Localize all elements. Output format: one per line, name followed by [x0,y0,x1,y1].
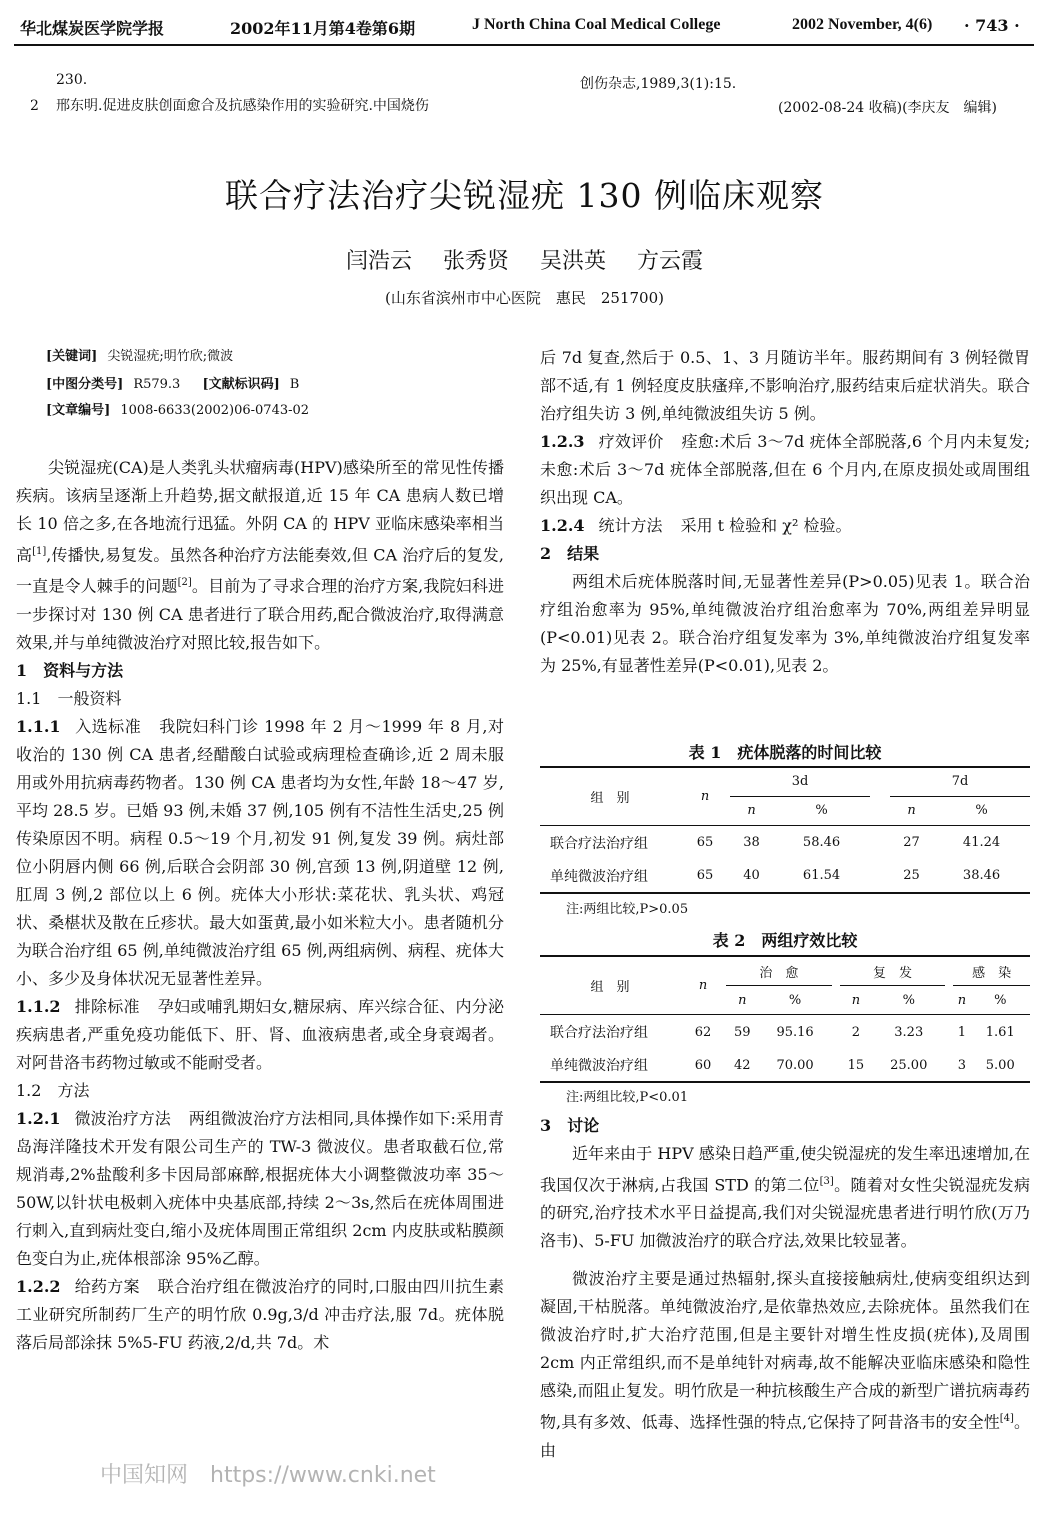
doc-code: B [289,377,300,392]
article-title: 联合疗法治疗尖锐湿疣 130 例临床观察 [225,176,824,215]
affiliation: (山东省滨州市中心医院 惠民 251700) [385,289,664,307]
citation: [4] [999,1413,1014,1425]
table1-caption: 表 1 疣体脱落的时间比较 [688,743,882,762]
author: 吴洪英 [540,249,607,274]
table1-note: 注:两组比较,P>0.05 [566,902,689,917]
table1-header-n: n [700,788,710,804]
author: 张秀贤 [442,249,509,274]
table2: 组 别 n 治 愈 复 发 感 染 n % n % n % 联合疗法治疗组 62 59 95.16 2 3.23 1 1.61 单纯微波治疗组 60 42 70.00 15 25.00 3 5.00 [540,955,1030,1083]
cnki-watermark: 中国知网 https://www.cnki.net [100,1463,436,1488]
table2-header-infection: 感 染 [953,956,1030,986]
received-date-editor: (2002-08-24 收稿)(李庆友 编辑) [778,100,998,116]
keywords: 尖锐湿疣;明竹欣;微波 [107,349,234,364]
table1-header-3d: 3d [730,767,870,796]
paragraph-microwave: 1.2.1 微波治疗方法 两组微波治疗方法相同,具体操作如下:采用青岛海洋隆技术开发有限公司生产的 TW-3 微波仪。患者取截石位,常规消毒,2%盐酸利多卡因局部麻醉,根据疣体大小调整微波功率 35～50W,以针状电极刺入疣体中央基底部,持续 2～3s,然后在疣体周围进行刺入,直到病灶变白,缩小及疣体周围正常组织 2cm 内皮肤或粘膜颜色变白为止,疣体根部涂 95%乙醇。 [16,1108,504,1268]
journal-name-en: J North China Coal Medical College [472,16,721,33]
left-column [16,454,504,1357]
author: 方云霞 [637,249,704,274]
discussion-paragraph: 微波治疗主要是通过热辐射,探头直接接触病灶,使病变组织达到凝固,干枯脱落。单纯微波治疗,是依靠热效应,去除疣体。虽然我们在微波治疗时,扩大治疗范围,但是主要针对增生性皮损(疣体),及周围 2cm 内正常组织,而不是单纯针对病毒,故不能解决亚临床感染和隐性感染,而阻止复发。明竹欣是一种抗核酸生产合成的新型广谱抗病毒药物,具有多效、低毒、选择性强的特点,它保持了阿昔洛韦的安全性[4]。由 [540,1269,1030,1460]
table-row: 单纯微波治疗组 65 40 61.54 25 38.46 [550,868,1001,885]
author-list [0,244,1049,275]
paragraph-evaluation: 1.2.3 疗效评价 痊愈:术后 3～7d 疣体全部脱落,6 个月内未复发;未愈:术后 3～7d 疣体全部脱落,但在 6 个月内,在原皮损处或周围组织出现 CA。 [540,432,1030,507]
results-paragraph: 两组术后疣体脱落时间,无显著性差异(P>0.05)见表 1。联合治疗组治愈率为 95%,单纯微波治疗组治愈率为 70%,两组差异明显(P<0.01)见表 2。联合治疗组复发率为 3%,单纯微波治疗组复发率为 25%,有显著性差异(P<0.01),见表 2。 [540,572,1030,675]
table2-caption: 表 2 两组疗效比较 [712,931,858,950]
table2-header-n: n [698,978,708,993]
table2-note: 注:两组比较,P<0.01 [566,1090,689,1105]
prev-ref-text: 邢东明.促进皮肤创面愈合及抗感染作用的实验研究.中国烧伤 [56,98,429,114]
issue-cn: 2002年11月第4卷第6期 [230,19,416,38]
clc-code: R579.3 [133,377,181,392]
journal-name-cn: 华北煤炭医学院学报 [20,19,165,38]
page-number: · 743 · [964,16,1020,35]
table1: 组 别 n 3d 7d n % n % 联合疗法治疗组 65 38 58.46 27 41.24 单纯微波治疗组 65 40 61.54 25 38.46 [540,766,1030,894]
header-rule [14,44,1034,46]
discussion-paragraph: 近年来由于 HPV 感染日趋严重,使尖锐湿疣的发生率迅速增加,在我国仅次于淋病,占我国 STD 的第二位[3]。随着对女性尖锐湿疣发病的研究,治疗技术水平日益提高,我们对尖锐湿疣患者进行明竹欣(万乃洛韦)、5-FU 加微波治疗的联合疗法,效果比较显著。 [540,1144,1030,1251]
table2-header-relapse: 复 发 [840,956,946,986]
citation: [3] [819,1176,834,1187]
paragraph-inclusion: 1.1.1 入选标准 我院妇科门诊 1998 年 2 月～1999 年 8 月,对收治的 130 例 CA 患者,经醋酸白试验或病理检查确诊,近 2 周未服用或外用抗病毒药物者。130 例 CA 患者均为女性,年龄 18～47 岁,平均 28.5 岁。已婚 93 例,未婚 37 例,105 例有不洁性生活史,25 例传染原因不明。病程 0.5～19 个月,初发 91 例,复发 39 例。病灶部位小阴唇内侧 66 例,后联合会阴部 30 例,宫颈 13 例,阴道壁 12 例,肛周 3 例,2 部位以上 6 例。疣体大小形状:菜花状、乳头状、鸡冠状、桑椹状及散在丘疹状。最大如蛋黄,最小如米粒大小。患者随机分为联合治疗组 65 例,单纯微波治疗组 65 例,两组病例、病程、疣体大小、多少及身体状况无显著性差异。 [16,716,504,988]
right-column-top [540,344,1030,680]
table-row: 联合疗法治疗组 62 59 95.16 2 3.23 1 1.61 [550,1024,1015,1041]
table2-header-cure: 治 愈 [726,956,832,986]
keywords-line [46,344,233,370]
table-row: 单纯微波治疗组 60 42 70.00 15 25.00 3 5.00 [550,1057,1015,1074]
doc-code-label: [文献标识码] [202,377,280,392]
article-number-label: [文章编号] [46,403,111,418]
issue-en: 2002 November, 4(6) [792,16,933,33]
paragraph-statistics: 1.2.4 统计方法 采用 t 检验和 χ² 检验。 [540,516,852,535]
continued-paragraph: 后 7d 复查,然后于 0.5、1、3 月随访半年。服药期间有 3 例轻微胃部不适,有 1 例轻度皮肤瘙痒,不影响治疗,服药结束后症状消失。联合治疗组失访 3 例,单纯微波组失访 5 例。 [540,348,1030,423]
section-heading: 2 结果 [540,544,600,563]
right-column-bottom [540,1112,1030,1465]
prev-ref-continuation: 创伤杂志,1989,3(1):15. [580,76,737,92]
subsection-heading: 1.2 方法 [16,1080,90,1100]
clc-label: [中图分类号] [46,377,124,392]
section-heading: 3 讨论 [540,1116,600,1135]
citation: [2] [177,577,192,589]
table1-header-7d: 7d [890,767,1030,796]
article-number-line [46,398,309,424]
citation: [1] [32,546,47,557]
paragraph-exclusion: 1.1.2 排除标准 孕妇或哺乳期妇女,糖尿病、库兴综合征、内分泌疾病患者,严重免疫功能低下、肝、肾、血液病患者,或全身衰竭者。对阿昔洛韦药物过敏或不能耐受者。 [16,996,504,1072]
table2-header-group: 组 别 [590,980,630,995]
prev-ref-tail: 230. [56,72,88,88]
article-number: 1008-6633(2002)06-0743-02 [120,403,310,418]
running-header [14,10,1034,44]
paragraph-dosage: 1.2.2 给药方案 联合治疗组在微波治疗的同时,口服由四川抗生素工业研究所制药厂生产的明竹欣 0.9g,3/d 冲击疗法,服 7d。疣体脱落后局部涂抹 5%5-FU 药液,2/d,共 7d。术 [16,1276,504,1352]
table-row: 联合疗法治疗组 65 38 58.46 27 41.24 [550,835,1001,852]
classification-line [46,372,299,398]
prev-ref-number: 2 [30,98,39,114]
section-heading: 1 资料与方法 [16,660,124,680]
author: 闫浩云 [345,249,412,274]
keywords-label: [关键词] [46,349,98,364]
intro-paragraph: 尖锐湿疣(CA)是人类乳头状瘤病毒(HPV)感染所至的常见性传播疾病。该病呈逐渐上升趋势,据文献报道,近 15 年 CA 患病人数已增长 10 倍之多,在各地流行迅猛。外阴 CA 的 HPV 亚临床感染率相当高[1],传播快,易复发。虽然各种治疗方法能奏效,但 CA 治疗后的复发,一直是令人棘手的问题[2]。目前为了寻求合理的治疗方案,我院妇科进一步探讨对 130 例 CA 患者进行了联合用药,配合微波治疗,取得满意效果,并与单纯微波治疗对照比较,报告如下。 [16,458,504,652]
subsection-heading: 1.1 一般资料 [16,688,122,708]
table1-header-group: 组 别 [590,790,630,806]
